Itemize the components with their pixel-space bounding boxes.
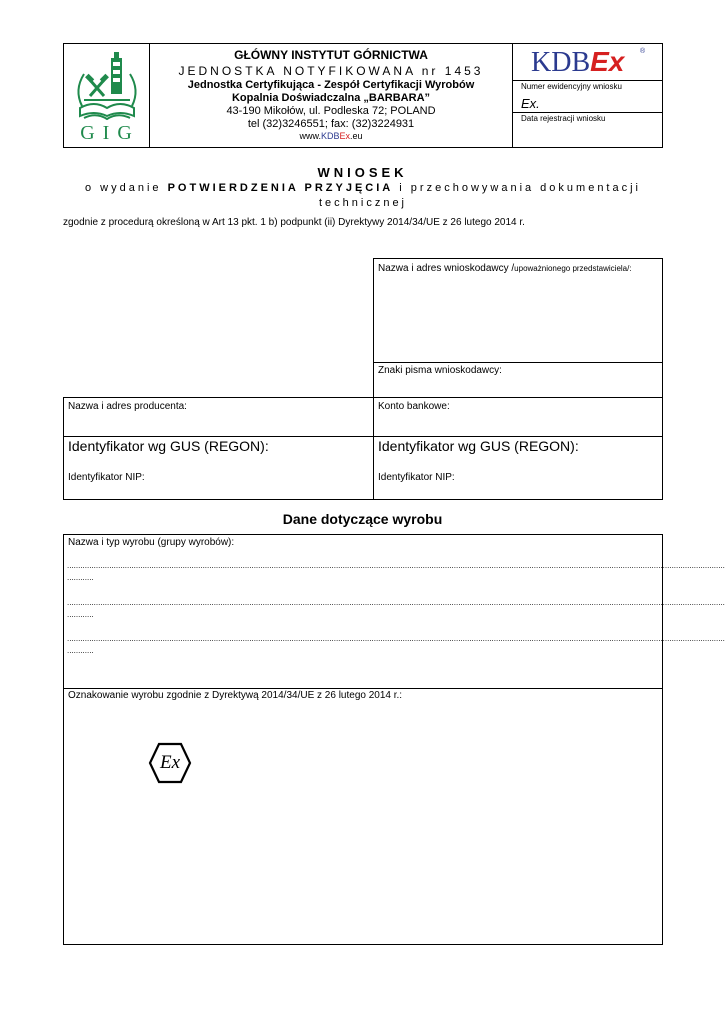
- product-name-line-2-end: ............: [67, 610, 94, 619]
- web-kdb: KDB: [320, 131, 340, 141]
- producer-box: [63, 397, 663, 500]
- applicant-name-label-small: upoważnionego przedstawiciela/:: [514, 264, 632, 273]
- product-name-line-2[interactable]: ........................................................................................................................................................................................................................................................................................................: [67, 598, 725, 607]
- web-suffix: .eu: [350, 131, 363, 141]
- regon-left-field[interactable]: Identyfikator wg GUS (REGON):: [68, 438, 269, 454]
- applicant-reference-label: Znaki pisma wnioskodawcy:: [378, 365, 502, 376]
- registration-date-label: Data rejestracji wniosku: [521, 114, 606, 123]
- phone-fax: tel (32)3246551; fax: (32)3224931: [247, 118, 415, 130]
- product-name-line-1[interactable]: ........................................................................................................................................................................................................................................................................................................: [67, 561, 725, 570]
- divider: [373, 362, 663, 363]
- website-link[interactable]: [150, 131, 512, 141]
- experimental-mine: Kopalnia Doświadczalna „BARBARA”: [231, 92, 431, 104]
- nip-right-field[interactable]: Identyfikator NIP:: [378, 472, 455, 483]
- divider: [373, 397, 374, 500]
- application-number-field[interactable]: Ex.: [521, 96, 540, 111]
- application-number-label: Numer ewidencyjny wniosku: [521, 82, 622, 91]
- product-name-label: Nazwa i typ wyrobu (grupy wyrobów):: [68, 537, 235, 548]
- subtitle-bold: POTWIERDZENIA PRZYJĘCIA: [167, 182, 394, 194]
- address: 43-190 Mikołów, ul. Podleska 72; POLAND: [226, 105, 436, 117]
- notified-body: JEDNOSTKA NOTYFIKOWANA nr 1453: [178, 64, 484, 78]
- ex-symbol-text: Ex: [159, 752, 181, 773]
- registered-mark: ®: [640, 48, 646, 55]
- product-box: [63, 534, 725, 945]
- web-prefix: www.: [299, 131, 321, 141]
- gig-logo-text: GIG: [80, 122, 140, 144]
- institute-info: [150, 44, 512, 147]
- kdbex-logo-kdb: KDB: [531, 47, 591, 78]
- institute-name: GŁÓWNY INSTYTUT GÓRNICTWA: [234, 48, 428, 62]
- kdbex-logo-ex: Ex: [590, 46, 625, 77]
- gig-logo: [64, 44, 150, 147]
- legal-basis: zgodnie z procedurą określoną w Art 13 pkt. 1 b) podpunkt (ii) Dyrektywy 2014/34/UE z 26 lutego 2014 r.: [63, 217, 525, 228]
- product-name-line-3-end: ............: [67, 646, 94, 655]
- applicant-name-box[interactable]: [373, 258, 663, 398]
- regon-right-field[interactable]: Identyfikator wg GUS (REGON):: [378, 438, 579, 454]
- divider: [63, 436, 663, 437]
- bank-account-field[interactable]: Konto bankowe:: [378, 401, 450, 412]
- applicant-name-label: Nazwa i adres wnioskodawcy /: [378, 263, 515, 274]
- ex-symbol-icon: [148, 741, 192, 785]
- nip-left-field[interactable]: Identyfikator NIP:: [68, 472, 145, 483]
- subtitle-post: i przechowywania dokumentacji technicznej: [318, 182, 641, 209]
- web-ex: Ex: [339, 131, 351, 141]
- header-box: [63, 43, 663, 148]
- kdbex-logo: [513, 44, 663, 81]
- certification-unit: Jednostka Certyfikująca - Zespół Certyfikacji Wyrobów: [187, 79, 475, 91]
- product-name-line-1-end: ............: [67, 573, 94, 582]
- document-subtitle: [63, 181, 663, 211]
- product-section-title: Dane dotyczące wyrobu: [282, 511, 443, 527]
- divider: [63, 688, 663, 689]
- document-title: WNIOSEK: [317, 165, 408, 180]
- product-marking-label: Oznakowanie wyrobu zgodnie z Dyrektywą 2014/34/UE z 26 lutego 2014 r.:: [68, 690, 403, 701]
- product-name-line-3[interactable]: ........................................................................................................................................................................................................................................................................................................: [67, 634, 725, 643]
- divider: [513, 112, 663, 113]
- producer-name-field[interactable]: Nazwa i adres producenta:: [68, 401, 187, 412]
- subtitle-pre: o wydanie: [84, 182, 168, 194]
- registration-panel: [512, 44, 662, 147]
